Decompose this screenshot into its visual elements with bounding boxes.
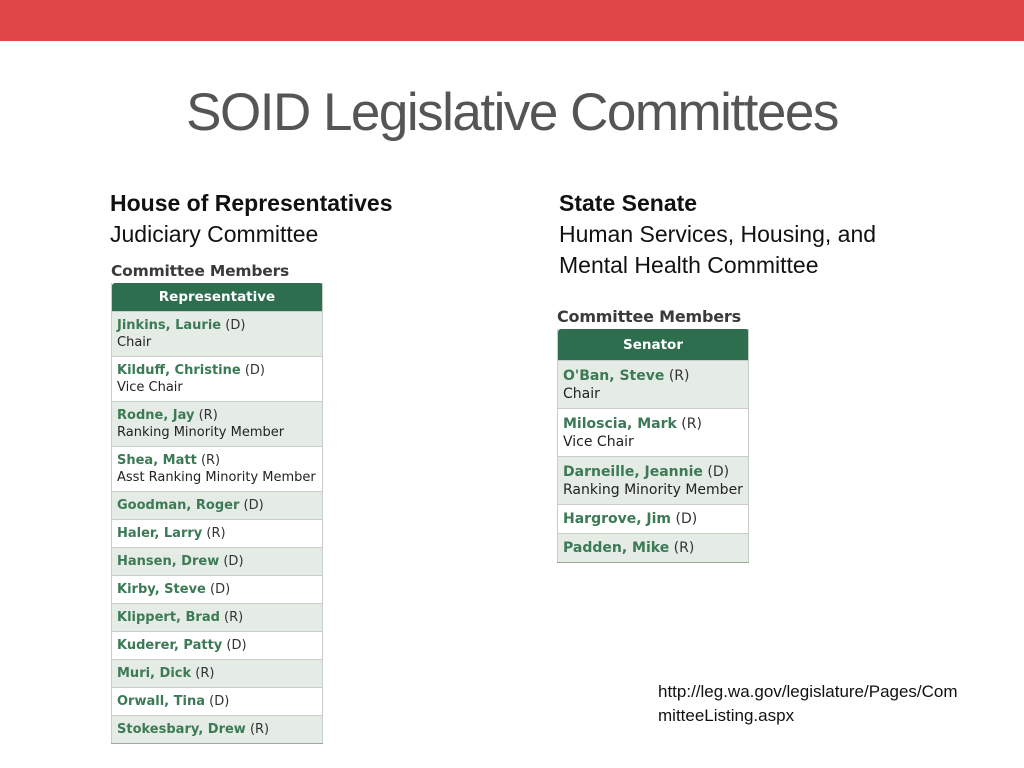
member-name-link[interactable]: Padden, Mike	[563, 540, 670, 556]
member-row	[112, 716, 323, 744]
member-cell	[112, 632, 323, 660]
member-name-link[interactable]: Kuderer, Patty	[117, 638, 223, 653]
member-name-link[interactable]: Kirby, Steve	[117, 582, 206, 597]
member-name-link[interactable]: O'Ban, Steve	[563, 367, 665, 384]
member-cell	[558, 457, 749, 505]
member-row	[112, 660, 323, 688]
house-committee-label: Judiciary Committee	[110, 221, 319, 247]
house-members-body	[112, 312, 323, 744]
member-party: (R)	[206, 526, 226, 541]
member-party: (D)	[225, 318, 246, 333]
house-members-table	[111, 283, 323, 744]
member-cell	[112, 688, 323, 716]
member-cell	[558, 505, 749, 534]
member-role: Vice Chair	[563, 433, 634, 450]
member-name-link[interactable]: Miloscia, Mark	[563, 415, 677, 432]
member-cell	[112, 660, 323, 688]
senate-members-body	[558, 361, 749, 563]
member-row	[558, 457, 749, 505]
member-name-link[interactable]: Stokesbary, Drew	[117, 722, 246, 737]
member-party: (D)	[209, 694, 230, 709]
house-members-panel	[111, 262, 323, 744]
member-cell	[112, 576, 323, 604]
member-role: Asst Ranking Minority Member	[117, 470, 316, 485]
member-name-link[interactable]: Rodne, Jay	[117, 408, 195, 423]
member-role: Ranking Minority Member	[117, 425, 285, 440]
member-party: (R)	[681, 415, 702, 432]
member-party: (D)	[707, 463, 730, 480]
member-row	[112, 492, 323, 520]
member-name-link[interactable]: Hargrove, Jim	[563, 511, 672, 527]
member-party: (D)	[244, 363, 265, 378]
member-role: Chair	[563, 385, 600, 402]
member-row	[112, 520, 323, 548]
senate-members-caption: Committee Members	[557, 307, 741, 326]
member-row	[558, 534, 749, 563]
member-row	[112, 688, 323, 716]
member-cell	[112, 548, 323, 576]
member-party: (R)	[224, 610, 244, 625]
member-role: Vice Chair	[117, 380, 183, 395]
member-row	[558, 409, 749, 457]
member-party: (R)	[249, 722, 270, 737]
member-row	[112, 576, 323, 604]
member-name-link[interactable]: Hansen, Drew	[117, 554, 220, 569]
member-row	[112, 357, 323, 402]
member-name-link[interactable]: Goodman, Roger	[117, 498, 240, 513]
member-row	[112, 632, 323, 660]
member-party: (D)	[226, 638, 247, 653]
senate-members-table	[557, 329, 749, 563]
house-heading	[110, 188, 392, 250]
member-party: (R)	[198, 408, 218, 423]
member-name-link[interactable]: Klippert, Brad	[117, 610, 220, 625]
member-cell	[112, 357, 323, 402]
member-cell	[112, 402, 323, 447]
member-row	[112, 447, 323, 492]
member-row	[112, 312, 323, 357]
source-url: http://leg.wa.gov/legislature/Pages/CommitteeListing.aspx	[658, 682, 958, 725]
member-party: (D)	[243, 498, 264, 513]
member-row	[112, 604, 323, 632]
member-party: (D)	[223, 554, 244, 569]
senate-column-header: Senator	[558, 329, 749, 361]
member-party: (R)	[195, 666, 215, 681]
member-row	[558, 361, 749, 409]
member-cell	[112, 447, 323, 492]
member-cell	[112, 492, 323, 520]
member-name-link[interactable]: Jinkins, Laurie	[117, 318, 222, 333]
member-cell	[112, 312, 323, 357]
member-party: (R)	[673, 540, 695, 556]
house-column-header: Representative	[112, 283, 323, 312]
member-role: Chair	[117, 335, 152, 350]
member-cell	[112, 520, 323, 548]
member-name-link[interactable]: Kilduff, Christine	[117, 363, 241, 378]
senate-members-panel	[557, 307, 749, 563]
member-party: (R)	[668, 367, 690, 384]
member-name-link[interactable]: Muri, Dick	[117, 666, 192, 681]
senate-chamber-label: State Senate	[559, 190, 698, 216]
member-name-link[interactable]: Orwall, Tina	[117, 694, 205, 709]
member-name-link[interactable]: Shea, Matt	[117, 453, 197, 468]
member-row	[558, 505, 749, 534]
member-cell	[112, 604, 323, 632]
member-role: Ranking Minority Member	[563, 481, 743, 498]
member-party: (D)	[210, 582, 231, 597]
slide-title: SOID Legislative Committees	[186, 83, 838, 142]
member-cell	[112, 716, 323, 744]
member-row	[112, 548, 323, 576]
house-chamber-label: House of Representatives	[110, 190, 393, 216]
member-row	[112, 402, 323, 447]
senate-committee-label-line1: Human Services, Housing, and	[559, 221, 877, 247]
member-name-link[interactable]: Haler, Larry	[117, 526, 203, 541]
top-accent-bar	[0, 0, 1024, 41]
senate-heading	[559, 188, 876, 281]
house-members-caption: Committee Members	[111, 262, 290, 280]
member-name-link[interactable]: Darneille, Jeannie	[563, 463, 703, 480]
member-cell	[558, 534, 749, 563]
member-cell	[558, 409, 749, 457]
senate-committee-label-line2: Mental Health Committee	[559, 252, 819, 278]
member-party: (R)	[200, 453, 221, 468]
member-party: (D)	[675, 511, 698, 527]
member-cell	[558, 361, 749, 409]
